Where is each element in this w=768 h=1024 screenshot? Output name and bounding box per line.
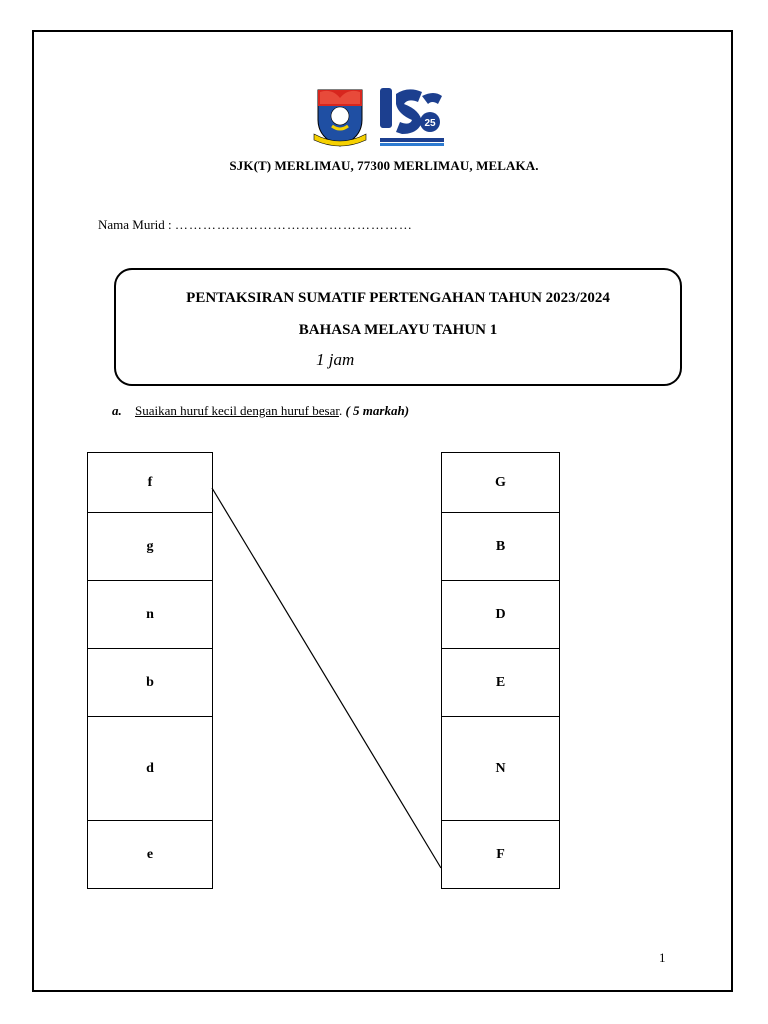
uppercase-cell[interactable]: E <box>441 648 560 717</box>
question-letter: a. <box>112 403 122 418</box>
question-a: a. Suaikan huruf kecil dengan huruf besar. ( 5 markah) <box>112 403 410 418</box>
exam-duration: 1 jam <box>316 350 355 369</box>
anniversary-logo <box>378 86 446 148</box>
lowercase-cell[interactable]: f <box>87 452 213 513</box>
uppercase-cell[interactable]: N <box>441 716 560 821</box>
uppercase-cell[interactable]: B <box>441 512 560 581</box>
lowercase-cell[interactable]: b <box>87 648 213 717</box>
exam-title-box <box>114 268 682 386</box>
exam-title: PENTAKSIRAN SUMATIF PERTENGAHAN TAHUN 2023/2024 <box>186 290 610 306</box>
uppercase-cell[interactable]: D <box>441 580 560 649</box>
exam-subject: BAHASA MELAYU TAHUN 1 <box>298 322 498 338</box>
lowercase-cell[interactable]: d <box>87 716 213 821</box>
lowercase-cell[interactable]: n <box>87 580 213 649</box>
logo-number: 25 <box>424 118 436 129</box>
page-number: 1 <box>659 950 666 965</box>
uppercase-cell[interactable]: G <box>441 452 560 513</box>
question-instruction: Suaikan huruf kecil dengan huruf besar <box>135 403 339 418</box>
lowercase-cell[interactable]: g <box>87 512 213 581</box>
lowercase-cell[interactable]: e <box>87 820 213 889</box>
student-name-line <box>98 217 413 233</box>
question-marks: ( 5 markah) <box>345 403 410 418</box>
school-crest-logo <box>312 86 368 148</box>
student-name-label: Nama Murid : <box>98 217 172 232</box>
uppercase-cell[interactable]: F <box>441 820 560 889</box>
school-address: SJK(T) MERLIMAU, 77300 MERLIMAU, MELAKA. <box>229 158 539 173</box>
student-name-blank[interactable]: …………………………………………… <box>174 217 413 232</box>
